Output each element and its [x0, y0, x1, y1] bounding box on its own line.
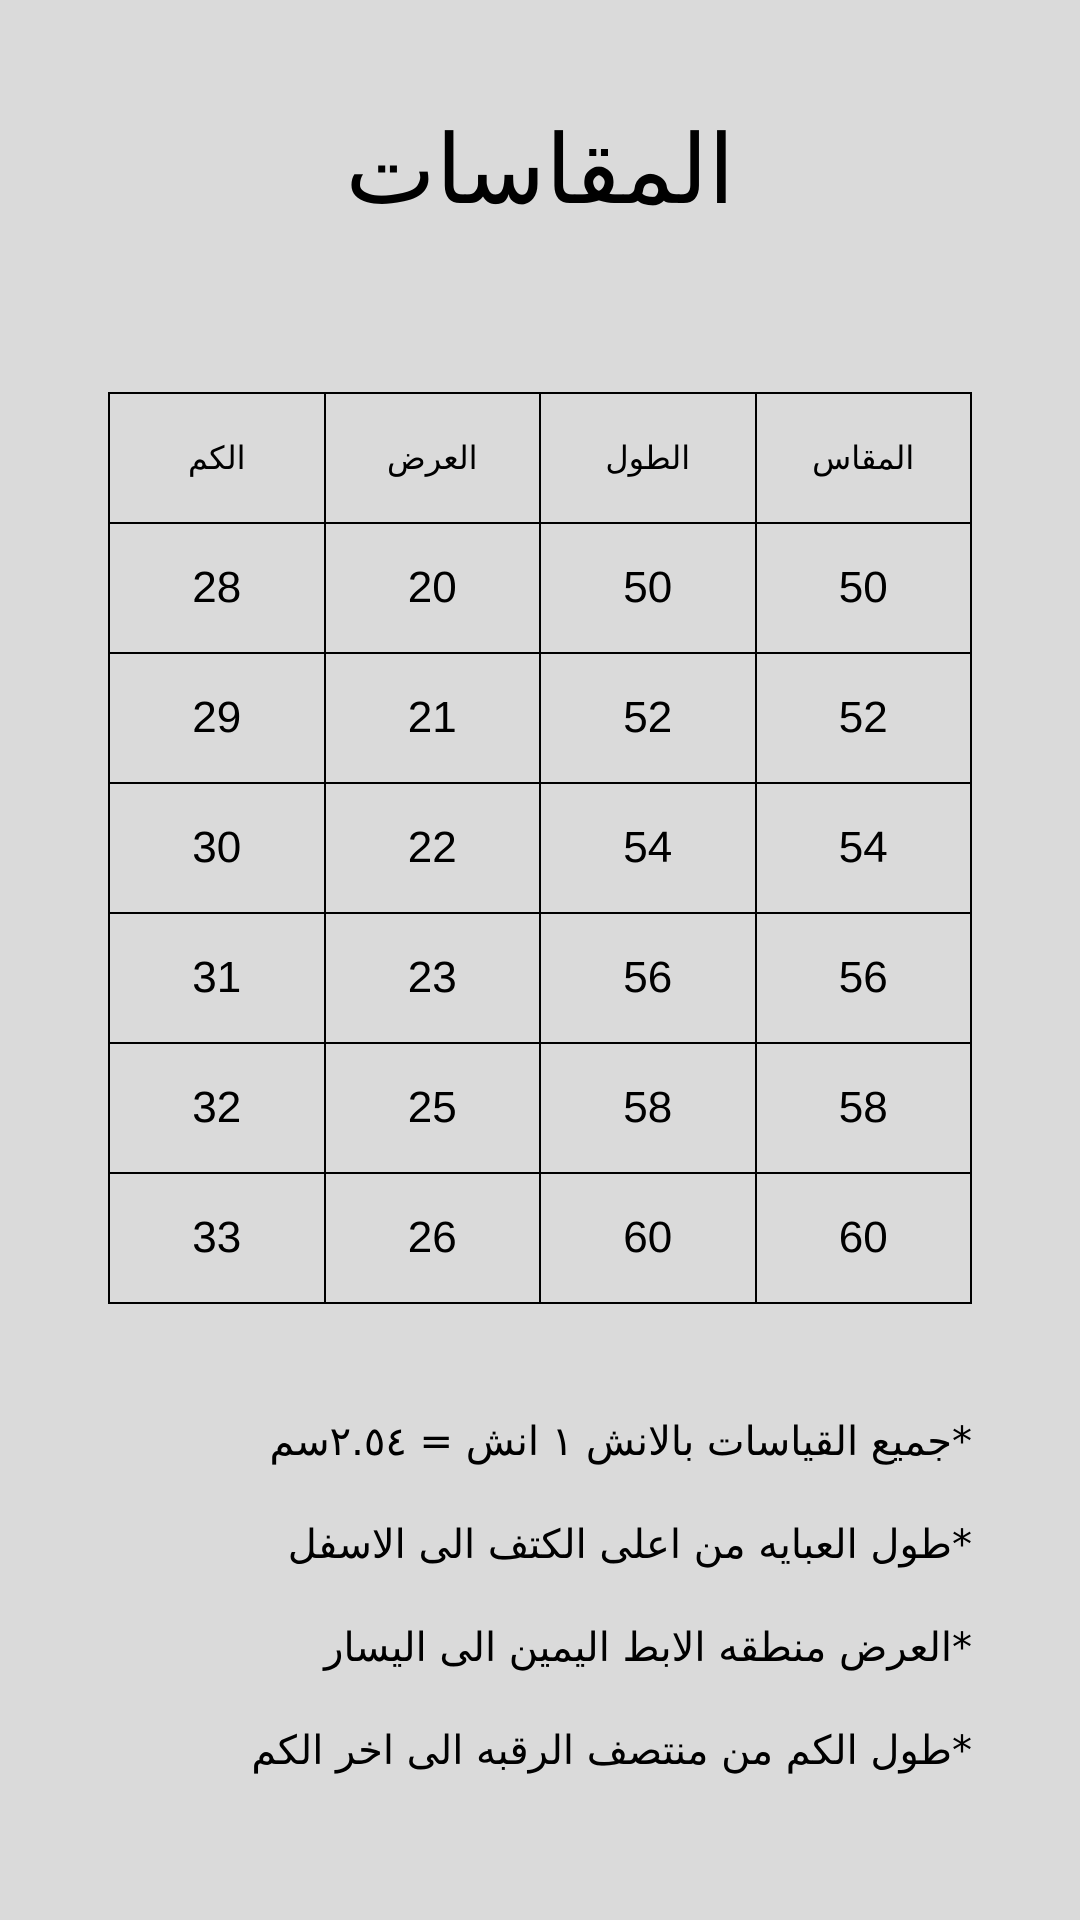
cell-length: 60 — [540, 1173, 756, 1303]
cell-sleeve: 28 — [109, 523, 325, 653]
notes-list — [108, 1400, 972, 1812]
header-sleeve: الكم — [109, 393, 325, 523]
cell-width: 22 — [325, 783, 541, 913]
header-size: المقاس — [756, 393, 972, 523]
cell-length: 56 — [540, 913, 756, 1043]
cell-size: 58 — [756, 1043, 972, 1173]
cell-sleeve: 29 — [109, 653, 325, 783]
table-header-row — [109, 393, 971, 523]
table-row — [109, 1173, 971, 1303]
note-width: *العرض منطقه الابط اليمين الى اليسار — [324, 1625, 972, 1671]
cell-size: 54 — [756, 783, 972, 913]
cell-size: 52 — [756, 653, 972, 783]
cell-length: 58 — [540, 1043, 756, 1173]
table-row — [109, 783, 971, 913]
table-row — [109, 653, 971, 783]
header-width: العرض — [325, 393, 541, 523]
cell-size: 60 — [756, 1173, 972, 1303]
cell-sleeve: 30 — [109, 783, 325, 913]
cell-size: 50 — [756, 523, 972, 653]
cell-length: 50 — [540, 523, 756, 653]
cell-length: 54 — [540, 783, 756, 913]
size-chart-table — [108, 392, 972, 1304]
note-sleeve: *طول الكم من منتصف الرقبه الى اخر الكم — [251, 1728, 972, 1774]
cell-width: 25 — [325, 1043, 541, 1173]
table-row — [109, 1043, 971, 1173]
cell-length: 52 — [540, 653, 756, 783]
note-length: *طول العبايه من اعلى الكتف الى الاسفل — [287, 1522, 972, 1568]
header-length: الطول — [540, 393, 756, 523]
table-row — [109, 913, 971, 1043]
cell-sleeve: 33 — [109, 1173, 325, 1303]
cell-width: 21 — [325, 653, 541, 783]
cell-width: 26 — [325, 1173, 541, 1303]
cell-size: 56 — [756, 913, 972, 1043]
cell-width: 23 — [325, 913, 541, 1043]
page-title: المقاسات — [345, 114, 735, 226]
cell-sleeve: 31 — [109, 913, 325, 1043]
cell-width: 20 — [325, 523, 541, 653]
note-units: *جميع القياسات بالانش ١ انش = ٢.٥٤سم — [269, 1419, 972, 1465]
table-row — [109, 523, 971, 653]
cell-sleeve: 32 — [109, 1043, 325, 1173]
